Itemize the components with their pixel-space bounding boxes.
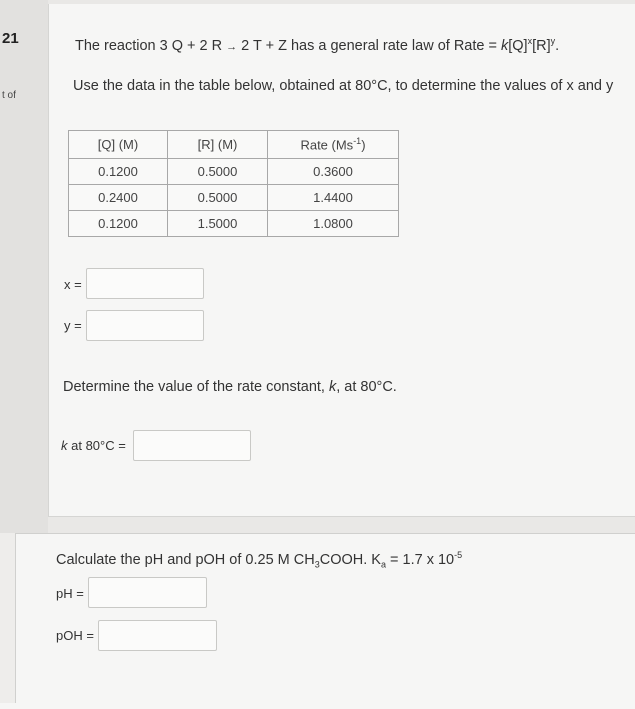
- cell-rate: 1.4400: [268, 185, 399, 211]
- reaction-statement: The reaction 3 Q + 2 R → 2 T + Z has a general rate law of Rate = $k[Q]^x[R]^y$.: [75, 36, 560, 54]
- y-label: y =: [64, 318, 82, 333]
- k-answer-input[interactable]: [133, 430, 251, 461]
- header-q: [Q] (M): [69, 131, 168, 159]
- cell-r: 0.5000: [168, 185, 268, 211]
- table-row: [69, 185, 399, 211]
- poh-label: pOH =: [56, 628, 94, 643]
- cell-q: 0.2400: [69, 185, 168, 211]
- instruction-text: Use the data in the table below, obtained at 80°C, to determine the values of x and y: [73, 78, 614, 94]
- rate-data-table: [68, 130, 399, 237]
- points-label: t of: [2, 90, 16, 101]
- cell-rate: 0.3600: [268, 159, 399, 185]
- poh-answer-input[interactable]: [98, 620, 217, 651]
- x-answer-input[interactable]: [86, 268, 204, 299]
- arrow-icon: →: [226, 40, 238, 53]
- cell-r: 0.5000: [168, 159, 268, 185]
- header-r: [R] (M): [168, 131, 268, 159]
- card2-margin: [0, 533, 16, 703]
- table-row: [69, 159, 399, 185]
- table-header-row: [69, 131, 399, 159]
- header-rate: Rate $(Ms^{-1})$: [268, 131, 399, 159]
- rate-constant-prompt: Determine the value of the rate constant, k, at 80°C.: [63, 379, 397, 395]
- ph-prompt: Calculate the pH and pOH of 0.25 M $CH_3COOH$. $K_a = 1.7$ x $10^{-5}$: [56, 550, 463, 570]
- table-row: [69, 211, 399, 237]
- cell-q: 0.1200: [69, 211, 168, 237]
- cell-rate: 1.0800: [268, 211, 399, 237]
- question-number: 21: [2, 30, 19, 47]
- k-label: k at 80°C =: [61, 438, 126, 453]
- cell-r: 1.5000: [168, 211, 268, 237]
- ph-answer-input[interactable]: [88, 577, 207, 608]
- x-label: x =: [64, 277, 82, 292]
- y-answer-input[interactable]: [86, 310, 204, 341]
- cell-q: 0.1200: [69, 159, 168, 185]
- ph-label: pH =: [56, 586, 84, 601]
